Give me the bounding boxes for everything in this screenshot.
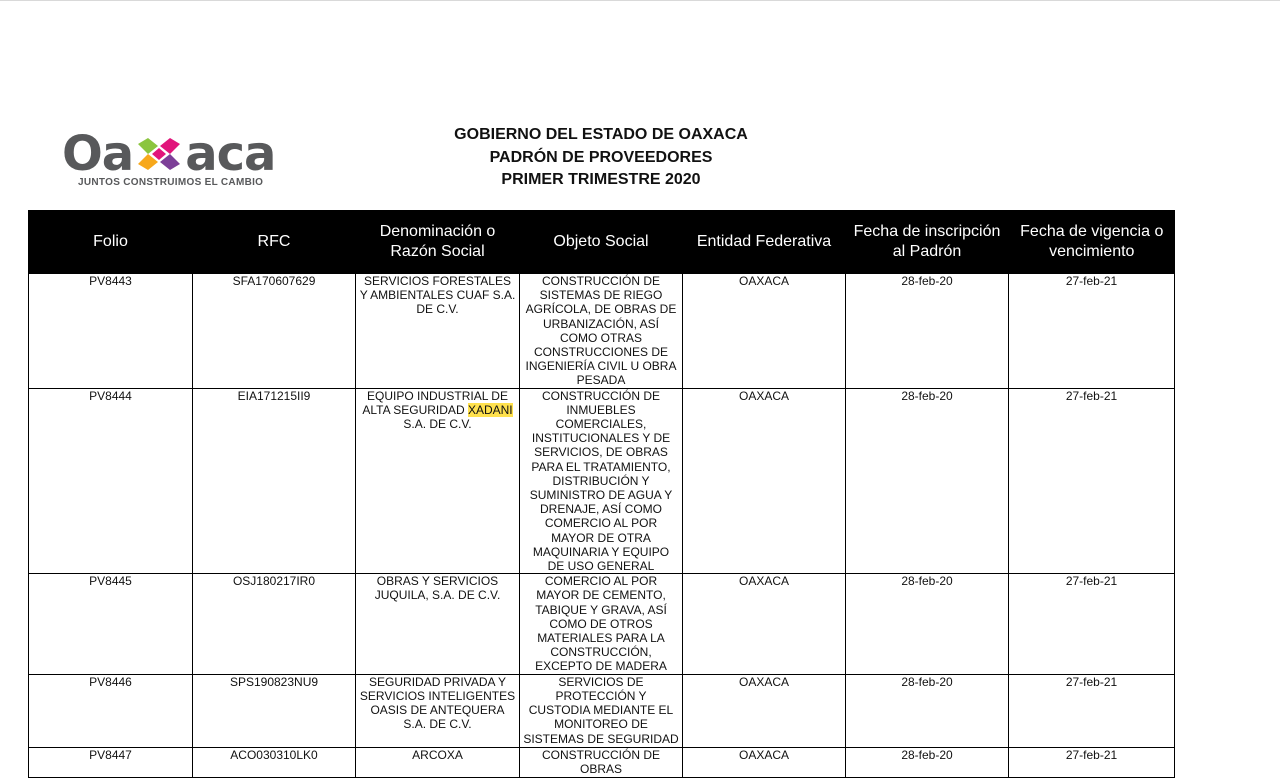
oaxaca-logo (62, 126, 284, 192)
cell-razon-social: SEGURIDAD PRIVADA Y SERVICIOS INTELIGENTES OASIS DE ANTEQUERA S.A. DE C.V. (356, 674, 520, 747)
table-row (29, 747, 1175, 777)
logo-wordmark (62, 126, 276, 182)
column-header-objeto-social: Objeto Social (520, 210, 683, 274)
cell-folio: PV8443 (29, 274, 193, 389)
cell-fecha-vigencia: 27-feb-21 (1009, 274, 1175, 389)
cell-fecha-inscripcion: 28-feb-20 (846, 747, 1009, 777)
top-rule (0, 0, 1280, 1)
cell-fecha-vigencia: 27-feb-21 (1009, 574, 1175, 674)
table-row (29, 674, 1175, 747)
cell-fecha-vigencia: 27-feb-21 (1009, 674, 1175, 747)
column-header-fecha-vigencia: Fecha de vigencia o vencimiento (1009, 210, 1175, 274)
cell-folio: PV8446 (29, 674, 193, 747)
cell-razon-social (356, 388, 520, 574)
cell-razon-social: OBRAS Y SERVICIOS JUQUILA, S.A. DE C.V. (356, 574, 520, 674)
cell-objeto-social: CONSTRUCCIÓN DE INMUEBLES COMERCIALES, INSTITUCIONALES Y DE SERVICIOS, DE OBRAS PARA EL TRATAMIENTO, DISTRIBUCIÓN Y SUMINISTRO DE AGUA Y DRENAJE, ASÍ COMO COMERCIO AL POR MAYOR DE OTRA MAQUINARIA Y EQUIPO DE USO GENERAL (520, 388, 683, 574)
cell-entidad: OAXACA (683, 274, 846, 389)
cell-fecha-vigencia: 27-feb-21 (1009, 747, 1175, 777)
cell-razon-social: ARCOXA (356, 747, 520, 777)
cell-fecha-inscripcion: 28-feb-20 (846, 574, 1009, 674)
table-row (29, 388, 1175, 574)
cell-objeto-social: CONSTRUCCIÓN DE SISTEMAS DE RIEGO AGRÍCOLA, DE OBRAS DE URBANIZACIÓN, ASÍ COMO OTRAS CONSTRUCCIONES DE INGENIERÍA CIVIL U OBRA PESADA (520, 274, 683, 389)
title-line-period: PRIMER TRIMESTRE 2020 (501, 171, 701, 188)
search-highlight: XADANI (467, 402, 513, 417)
cell-folio: PV8445 (29, 574, 193, 674)
column-header-folio: Folio (29, 210, 193, 274)
cell-rfc: ACO030310LK0 (193, 747, 356, 777)
document-title (400, 124, 802, 192)
cell-entidad: OAXACA (683, 388, 846, 574)
cell-folio: PV8444 (29, 388, 193, 574)
column-header-rfc: RFC (193, 210, 356, 274)
cell-rfc: SPS190823NU9 (193, 674, 356, 747)
cell-fecha-vigencia: 27-feb-21 (1009, 388, 1175, 574)
cell-fecha-inscripcion: 28-feb-20 (846, 388, 1009, 574)
logo-tagline: JUNTOS CONSTRUIMOS EL CAMBIO (78, 177, 264, 188)
table-row (29, 574, 1175, 674)
cell-rfc: SFA170607629 (193, 274, 356, 389)
table-header-row (29, 210, 1175, 274)
cell-fecha-inscripcion: 28-feb-20 (846, 674, 1009, 747)
logo-word-right: aca (185, 126, 276, 182)
cell-fecha-inscripcion: 28-feb-20 (846, 274, 1009, 389)
column-header-razon-social: Denominación o Razón Social (356, 210, 520, 274)
logo-x-mark-icon (134, 134, 184, 174)
cell-razon-social: SERVICIOS FORESTALES Y AMBIENTALES CUAF S.A. DE C.V. (356, 274, 520, 389)
providers-table (28, 210, 1175, 778)
title-line-government: GOBIERNO DEL ESTADO DE OAXACA (454, 126, 748, 143)
cell-entidad: OAXACA (683, 574, 846, 674)
cell-rfc: EIA171215II9 (193, 388, 356, 574)
cell-folio: PV8447 (29, 747, 193, 777)
razon-social-text: EQUIPO INDUSTRIAL DE ALTA SEGURIDAD (362, 388, 508, 417)
column-header-fecha-inscripcion: Fecha de inscripción al Padrón (846, 210, 1009, 274)
cell-objeto-social: SERVICIOS DE PROTECCIÓN Y CUSTODIA MEDIANTE EL MONITOREO DE SISTEMAS DE SEGURIDAD (520, 674, 683, 747)
title-line-registry: PADRÓN DE PROVEEDORES (489, 148, 713, 166)
table-row (29, 274, 1175, 389)
cell-objeto-social: CONSTRUCCIÓN DE OBRAS (520, 747, 683, 777)
cell-objeto-social: COMERCIO AL POR MAYOR DE CEMENTO, TABIQUE Y GRAVA, ASÍ COMO DE OTROS MATERIALES PARA LA CONSTRUCCIÓN, EXCEPTO DE MADERA (520, 574, 683, 674)
column-header-entidad: Entidad Federativa (683, 210, 846, 274)
cell-entidad: OAXACA (683, 674, 846, 747)
logo-word-left: Oa (62, 126, 134, 182)
razon-social-suffix: S.A. DE C.V. (403, 417, 472, 432)
cell-entidad: OAXACA (683, 747, 846, 777)
cell-rfc: OSJ180217IR0 (193, 574, 356, 674)
